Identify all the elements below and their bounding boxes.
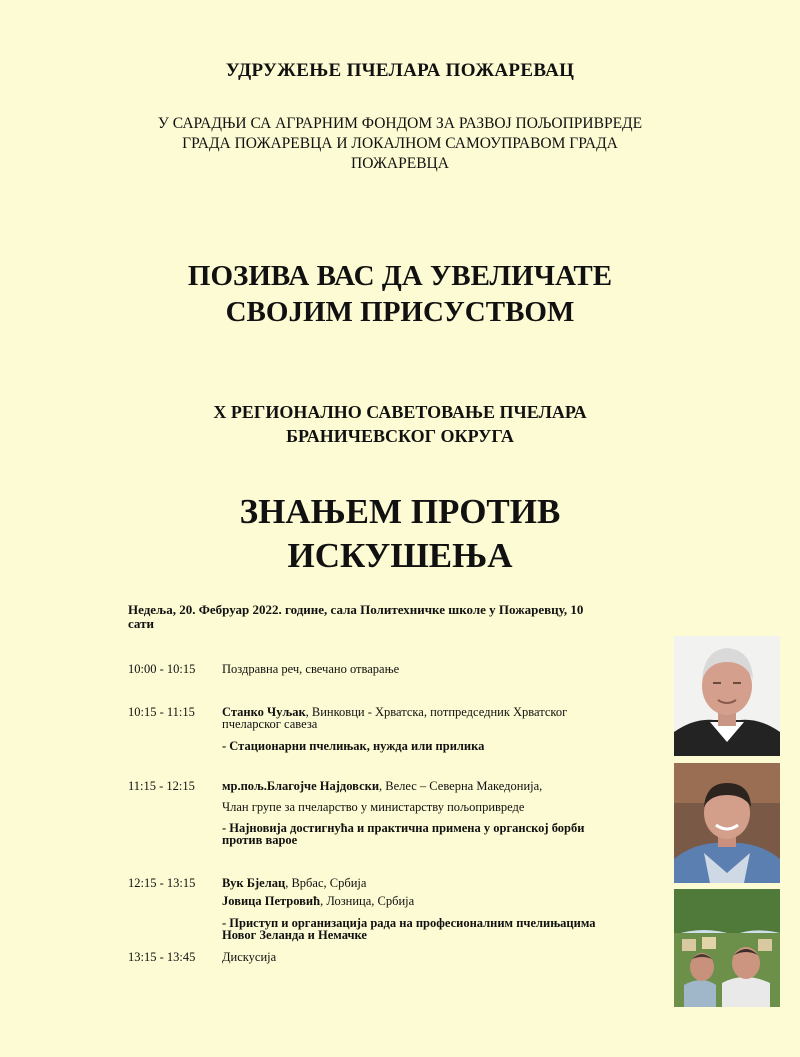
event-slogan [120,490,680,578]
topic-line: Новог Зеланда и Немачке [222,928,367,942]
event-title-line: БРАНИЧЕВСКОГ ОКРУГА [286,426,514,446]
topic-line: - Најновија достигнућа и практична примена у органској борби [222,821,585,835]
speaker-name: Јовица Петровић [222,894,321,908]
topic-line: - Приступ и организација рада на професионалним пчелињацима [222,916,596,930]
speaker-role: Члан групе за пчеларство у министарству пољопривреде [222,800,525,814]
apiary-group-image [674,889,780,1007]
schedule-topic: - Стационарни пчелињак, нужда или прилика [222,739,485,753]
schedule-speaker [222,895,670,907]
event-title [120,400,680,448]
schedule-time: 10:00 - 10:15 [128,662,196,676]
schedule-description: Дискусија [222,950,277,964]
cooperation-line: ГРАДА ПОЖАРЕВЦА И ЛОКАЛНОМ САМОУПРАВОМ ГРАДА [182,135,618,152]
event-title-line: X РЕГИОНАЛНО САВЕТОВАЊЕ ПЧЕЛАРА [213,402,587,422]
slogan-line: ИСКУШЕЊА [287,536,513,575]
organization-title: УДРУЖЕЊЕ ПЧЕЛАРА ПОЖАРЕВАЦ [225,60,575,81]
speaker-portrait-image [674,763,780,883]
apiary-photo [674,889,780,1007]
schedule-time: 11:15 - 12:15 [128,779,195,793]
slogan-line: ЗНАЊЕМ ПРОТИВ [239,492,561,531]
speaker-portrait-image [674,636,780,756]
speaker-info: пчеларског савеза [222,717,318,731]
invitation-heading [100,258,700,330]
cooperation-line: ПОЖАРЕВЦА [351,155,449,172]
speaker-photo [674,636,780,756]
event-dateline [128,603,688,631]
speaker-name: Станко Чуљак [222,705,306,719]
schedule-description: Поздравна реч, свечано отварање [222,662,400,676]
dateline-line: сати [128,616,154,631]
dateline-line: Недеља, 20. Фебруар 2022. године, сала Политехничке школе у Пожаревцу, 10 [128,602,584,617]
invitation-line: СВОЈИМ ПРИСУСТВОМ [225,296,575,328]
schedule-topic [222,822,670,846]
schedule-time: 12:15 - 13:15 [128,876,196,890]
speaker-info: , Лозница, Србија [320,894,415,908]
cooperation-line: У САРАДЊИ СА АГРАРНИМ ФОНДОМ ЗА РАЗВОЈ ПОЉОПРИВРЕДЕ [157,115,643,132]
schedule-speaker [222,877,670,889]
topic-line: против вароe [222,833,298,847]
schedule-speaker [222,780,670,792]
schedule-speaker [222,706,670,730]
invitation-line: ПОЗИВА ВАС ДА УВЕЛИЧАТЕ [187,260,613,292]
speaker-photo [674,763,780,883]
speaker-info: , Винковци - Хрватска, потпредседник Хрватског [305,705,568,719]
speaker-name: мр.пољ.Благојче Најдовски [222,779,380,793]
schedule-time: 10:15 - 11:15 [128,705,195,719]
cooperation-text [120,114,680,174]
schedule-topic [222,917,670,941]
speaker-info: , Врбас, Србија [285,876,367,890]
speaker-name: Вук Бјелац [222,876,286,890]
schedule-time: 13:15 - 13:45 [128,950,196,964]
speaker-info: , Велес – Северна Македонија, [379,779,543,793]
